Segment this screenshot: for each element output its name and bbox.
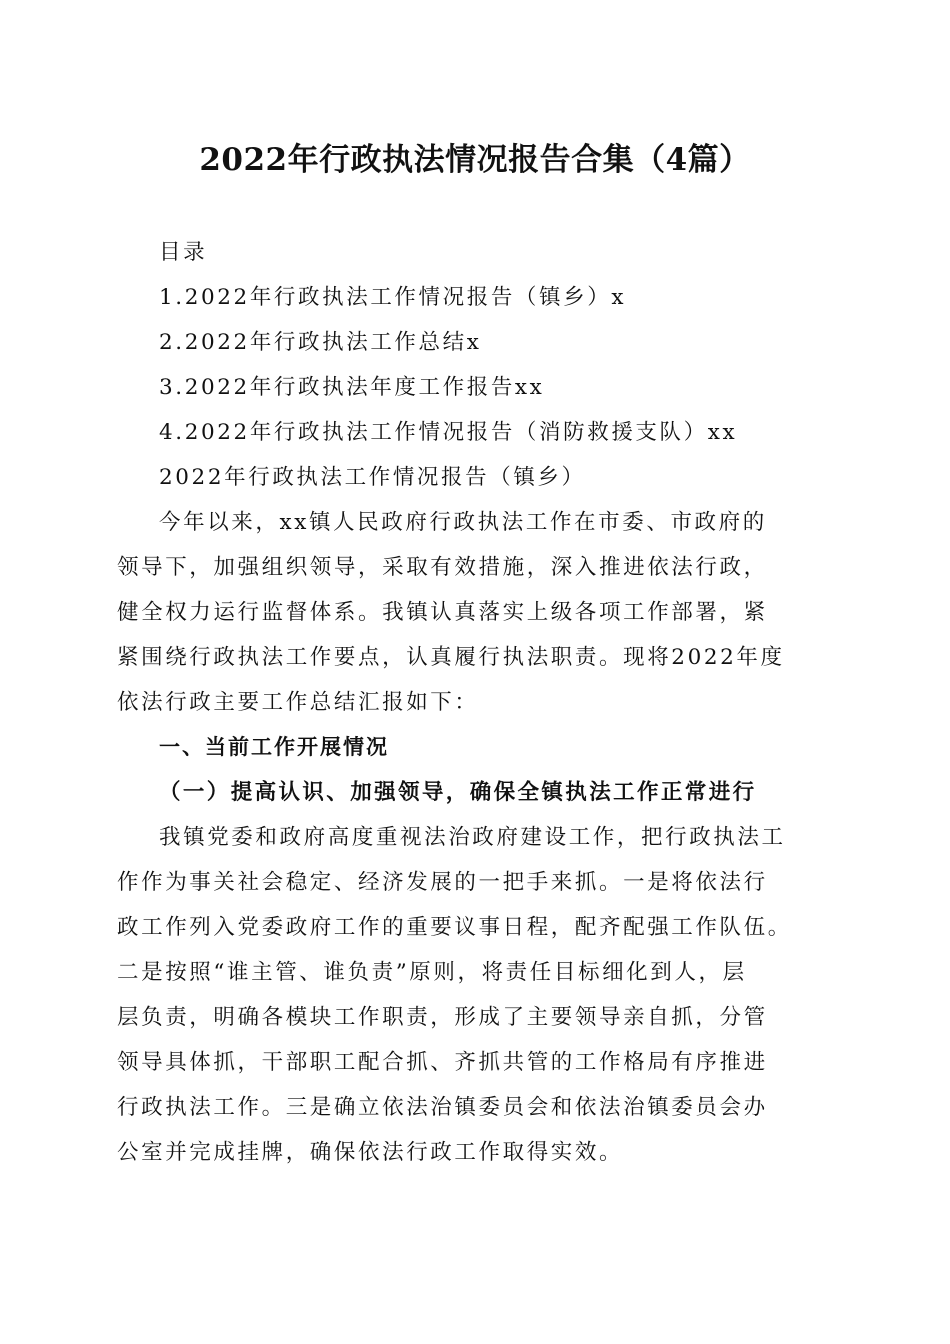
toc-item: 4.2022年行政执法工作情况报告（消防救援支队）xx (159, 420, 738, 445)
paragraph-line: 层负责，明确各模块工作职责，形成了主要领导亲自抓，分管 (117, 1005, 768, 1030)
paragraph-line: 行政执法工作。三是确立依法治镇委员会和依法治镇委员会办 (117, 1095, 768, 1120)
paragraph-line: 公室并完成挂牌，确保依法行政工作取得实效。 (117, 1140, 624, 1165)
section-heading: 一、当前工作开展情况 (159, 735, 389, 759)
toc-item: 3.2022年行政执法年度工作报告xx (159, 375, 545, 400)
toc-item: 1.2022年行政执法工作情况报告（镇乡）x (159, 285, 627, 310)
paragraph-line: 紧围绕行政执法工作要点，认真履行执法职责。现将2022年度 (117, 645, 785, 670)
paragraph-line: 领导下，加强组织领导，采取有效措施，深入推进依法行政， (117, 555, 768, 580)
document-body (117, 230, 839, 1175)
document-title: 2022年行政执法情况报告合集（4篇） (199, 142, 751, 178)
toc-label: 目录 (159, 240, 208, 265)
paragraph-line: 今年以来，xx镇人民政府行政执法工作在市委、市政府的 (159, 510, 767, 535)
subsection-heading: （一）提高认识、加强领导，确保全镇执法工作正常进行 (159, 780, 757, 805)
paragraph-line: 二是按照“谁主管、谁负责”原则，将责任目标细化到人，层 (117, 960, 747, 985)
paragraph-line: 我镇党委和政府高度重视法治政府建设工作，把行政执法工 (159, 825, 786, 850)
article-title: 2022年行政执法工作情况报告（镇乡） (159, 465, 586, 490)
toc-item: 2.2022年行政执法工作总结x (159, 330, 482, 355)
paragraph-line: 领导具体抓，干部职工配合抓、齐抓共管的工作格局有序推进 (117, 1050, 768, 1075)
paragraph-line: 作作为事关社会稳定、经济发展的一把手来抓。一是将依法行 (117, 870, 768, 895)
paragraph-line: 健全权力运行监督体系。我镇认真落实上级各项工作部署，紧 (117, 600, 768, 625)
paragraph-line: 政工作列入党委政府工作的重要议事日程，配齐配强工作队伍。 (117, 915, 792, 940)
paragraph-line: 依法行政主要工作总结汇报如下： (117, 690, 479, 715)
